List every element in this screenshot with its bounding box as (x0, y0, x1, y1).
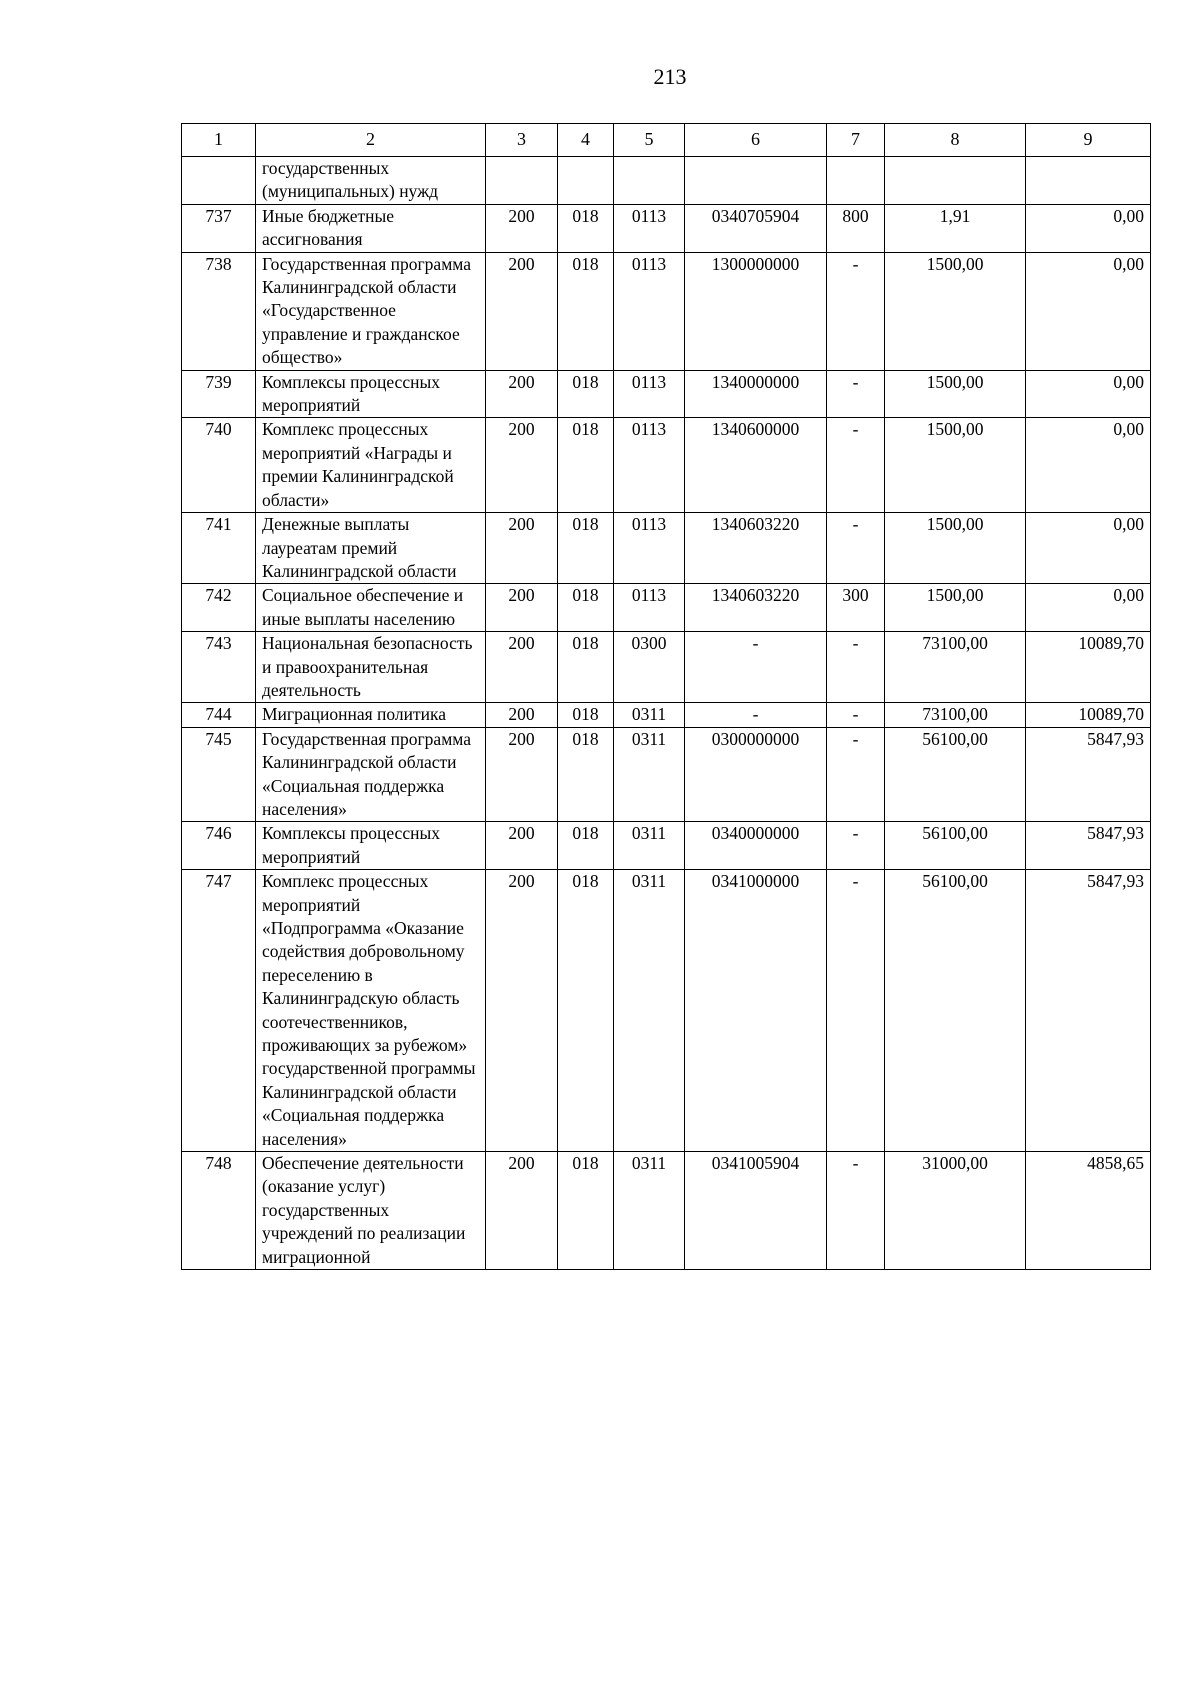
col7-value: 800 (827, 204, 885, 252)
table-row (182, 727, 1151, 822)
col3-value: 200 (486, 727, 558, 822)
col5-value: 0113 (614, 252, 685, 370)
row-number: 737 (182, 204, 256, 252)
col4-value: 018 (558, 584, 614, 632)
table-row (182, 513, 1151, 584)
col6-value: 0341000000 (685, 870, 827, 1152)
col7-value: - (827, 370, 885, 418)
col7-value: - (827, 1152, 885, 1270)
table-row (182, 703, 1151, 727)
col5-value: 0311 (614, 822, 685, 870)
column-header: 6 (685, 124, 827, 157)
col9-value: 5847,93 (1026, 870, 1151, 1152)
col3-value: 200 (486, 252, 558, 370)
col7-value: - (827, 703, 885, 727)
col9-value: 5847,93 (1026, 822, 1151, 870)
col8-value: 31000,00 (885, 1152, 1026, 1270)
col3-value: 200 (486, 1152, 558, 1270)
col4-value: 018 (558, 727, 614, 822)
column-header: 8 (885, 124, 1026, 157)
row-number: 742 (182, 584, 256, 632)
column-header: 9 (1026, 124, 1151, 157)
col3-value: 200 (486, 822, 558, 870)
col5-value: 0113 (614, 204, 685, 252)
row-name: Государственная программа Калининградской области «Социальная поддержка населения» (256, 727, 486, 822)
table-row (182, 204, 1151, 252)
col9-value: 0,00 (1026, 513, 1151, 584)
page-number: 213 (653, 64, 687, 89)
col3-value: 200 (486, 370, 558, 418)
row-number (182, 157, 256, 205)
col9-value: 0,00 (1026, 584, 1151, 632)
table-body (182, 157, 1151, 1270)
col5-value: 0311 (614, 727, 685, 822)
col6-value: 1340000000 (685, 370, 827, 418)
col7-value: - (827, 632, 885, 703)
col8-value: 1500,00 (885, 584, 1026, 632)
col6-value: - (685, 703, 827, 727)
table-row (182, 252, 1151, 370)
row-number: 747 (182, 870, 256, 1152)
col3-value: 200 (486, 632, 558, 703)
col9-value: 10089,70 (1026, 703, 1151, 727)
col6-value: 0341005904 (685, 1152, 827, 1270)
col3-value (486, 157, 558, 205)
table-row (182, 870, 1151, 1152)
col3-value: 200 (486, 204, 558, 252)
col4-value: 018 (558, 513, 614, 584)
row-name: Обеспечение деятельности (оказание услуг) государственных учреждений по реализации миграционной (256, 1152, 486, 1270)
row-name: Комплексы процессных мероприятий (256, 370, 486, 418)
col3-value: 200 (486, 584, 558, 632)
col5-value: 0113 (614, 370, 685, 418)
col5-value (614, 157, 685, 205)
row-name: Иные бюджетные ассигнования (256, 204, 486, 252)
col6-value: 0340000000 (685, 822, 827, 870)
col5-value: 0311 (614, 1152, 685, 1270)
row-name: Государственная программа Калининградской области «Государственное управление и гражданское общество» (256, 252, 486, 370)
col9-value: 0,00 (1026, 204, 1151, 252)
row-name: Комплекс процессных мероприятий «Награды и премии Калининградской области» (256, 418, 486, 513)
col3-value: 200 (486, 703, 558, 727)
table-row (182, 1152, 1151, 1270)
col8-value (885, 157, 1026, 205)
row-name: государственных (муниципальных) нужд (256, 157, 486, 205)
table-row (182, 632, 1151, 703)
col7-value: - (827, 252, 885, 370)
col8-value: 73100,00 (885, 703, 1026, 727)
col7-value: - (827, 822, 885, 870)
column-header: 5 (614, 124, 685, 157)
col6-value: 0340705904 (685, 204, 827, 252)
col6-value: 0300000000 (685, 727, 827, 822)
row-name: Денежные выплаты лауреатам премий Калининградской области (256, 513, 486, 584)
col8-value: 56100,00 (885, 870, 1026, 1152)
col7-value: - (827, 870, 885, 1152)
col8-value: 1500,00 (885, 252, 1026, 370)
col7-value: - (827, 513, 885, 584)
col4-value: 018 (558, 370, 614, 418)
budget-table (181, 123, 1151, 1270)
col6-value: 1340603220 (685, 513, 827, 584)
col6-value: 1340600000 (685, 418, 827, 513)
row-name: Миграционная политика (256, 703, 486, 727)
row-number: 738 (182, 252, 256, 370)
col3-value: 200 (486, 513, 558, 584)
table-row (182, 157, 1151, 205)
col8-value: 56100,00 (885, 822, 1026, 870)
col6-value: 1300000000 (685, 252, 827, 370)
col6-value: 1340603220 (685, 584, 827, 632)
row-number: 748 (182, 1152, 256, 1270)
row-number: 741 (182, 513, 256, 584)
row-name: Комплексы процессных мероприятий (256, 822, 486, 870)
col3-value: 200 (486, 418, 558, 513)
table-row (182, 584, 1151, 632)
col7-value (827, 157, 885, 205)
row-number: 743 (182, 632, 256, 703)
col6-value (685, 157, 827, 205)
row-number: 744 (182, 703, 256, 727)
col9-value: 0,00 (1026, 418, 1151, 513)
col9-value: 10089,70 (1026, 632, 1151, 703)
col5-value: 0300 (614, 632, 685, 703)
header-row (182, 124, 1151, 157)
col5-value: 0113 (614, 418, 685, 513)
col5-value: 0113 (614, 513, 685, 584)
col9-value: 5847,93 (1026, 727, 1151, 822)
col4-value: 018 (558, 822, 614, 870)
table-row (182, 822, 1151, 870)
row-name: Комплекс процессных мероприятий «Подпрограмма «Оказание содействия добровольному переселению в Калининградскую область соотечественников, проживающих за рубежом» государственной программы Калининградской области «Социальная поддержка населения» (256, 870, 486, 1152)
col9-value: 0,00 (1026, 370, 1151, 418)
column-header: 1 (182, 124, 256, 157)
col4-value (558, 157, 614, 205)
col5-value: 0113 (614, 584, 685, 632)
row-number: 746 (182, 822, 256, 870)
col8-value: 1500,00 (885, 418, 1026, 513)
col8-value: 1500,00 (885, 370, 1026, 418)
col6-value: - (685, 632, 827, 703)
table-row (182, 418, 1151, 513)
row-number: 740 (182, 418, 256, 513)
row-number: 745 (182, 727, 256, 822)
col9-value: 0,00 (1026, 252, 1151, 370)
col5-value: 0311 (614, 703, 685, 727)
row-name: Национальная безопасность и правоохранительная деятельность (256, 632, 486, 703)
table-row (182, 370, 1151, 418)
column-header: 4 (558, 124, 614, 157)
col8-value: 1500,00 (885, 513, 1026, 584)
col4-value: 018 (558, 703, 614, 727)
col8-value: 73100,00 (885, 632, 1026, 703)
col9-value (1026, 157, 1151, 205)
col4-value: 018 (558, 870, 614, 1152)
column-header: 2 (256, 124, 486, 157)
col9-value: 4858,65 (1026, 1152, 1151, 1270)
col8-value: 1,91 (885, 204, 1026, 252)
col3-value: 200 (486, 870, 558, 1152)
col4-value: 018 (558, 1152, 614, 1270)
col4-value: 018 (558, 632, 614, 703)
col7-value: - (827, 727, 885, 822)
col4-value: 018 (558, 204, 614, 252)
col5-value: 0311 (614, 870, 685, 1152)
column-header: 7 (827, 124, 885, 157)
row-name: Социальное обеспечение и иные выплаты населению (256, 584, 486, 632)
col7-value: - (827, 418, 885, 513)
col4-value: 018 (558, 252, 614, 370)
row-number: 739 (182, 370, 256, 418)
col8-value: 56100,00 (885, 727, 1026, 822)
col4-value: 018 (558, 418, 614, 513)
col7-value: 300 (827, 584, 885, 632)
column-header: 3 (486, 124, 558, 157)
